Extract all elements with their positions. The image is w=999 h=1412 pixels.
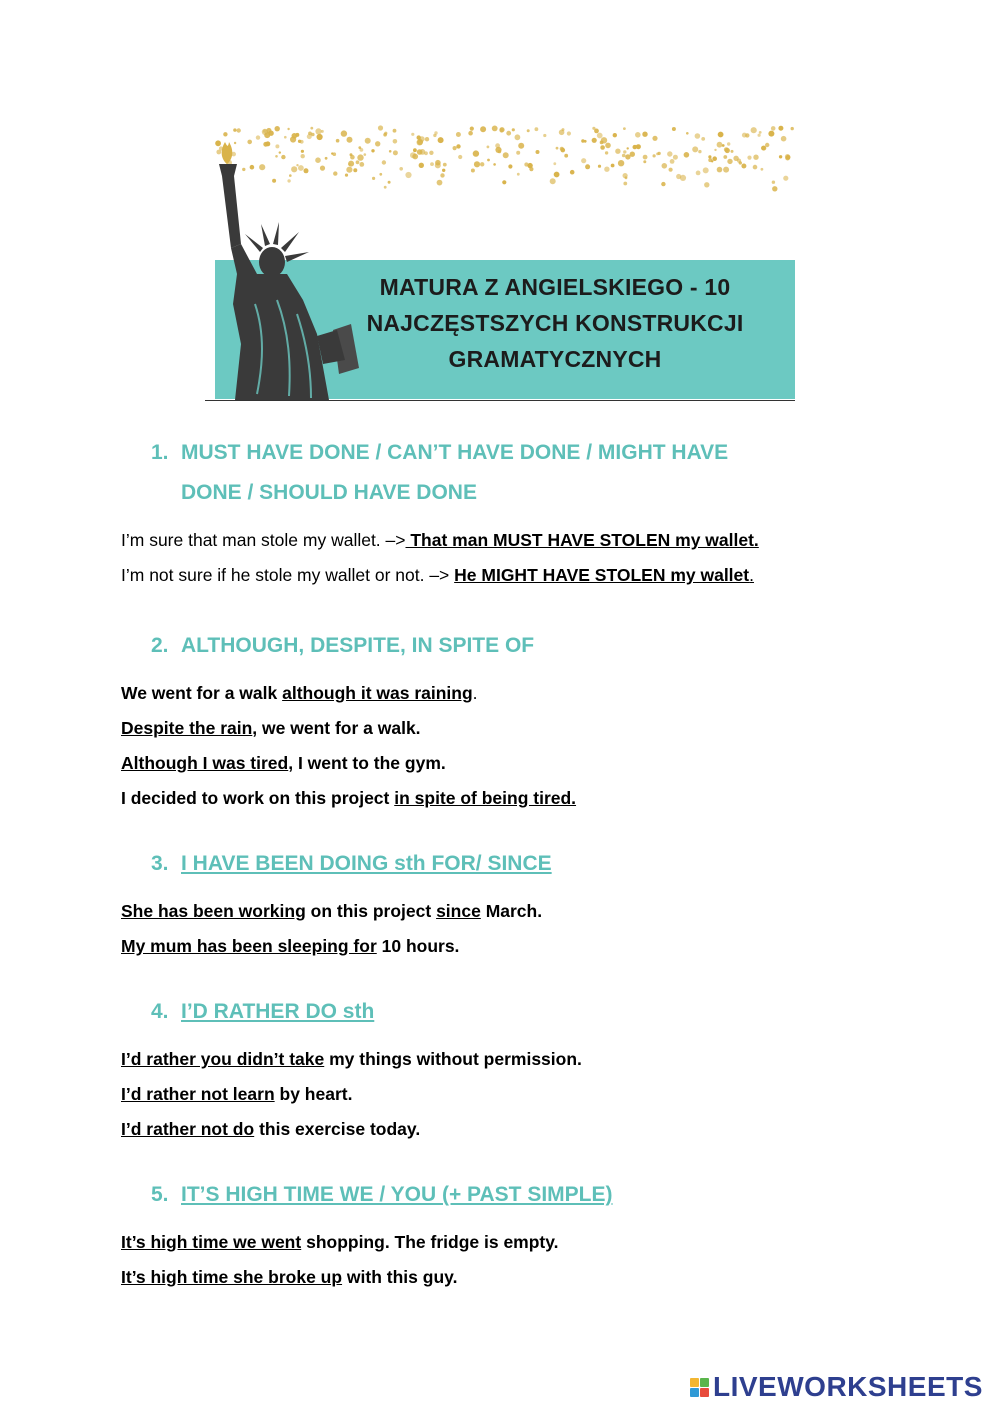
example-key-phrase: It’s high time she broke up [121, 1267, 343, 1287]
section-1-heading [121, 433, 881, 513]
example-key-phrase: My mum has been sleeping for [121, 936, 377, 956]
example-sentence [121, 929, 881, 964]
logo-tile [690, 1388, 699, 1397]
section-number: 5. [151, 1183, 169, 1206]
example-text: on this project [305, 901, 437, 921]
example-answer: He MIGHT HAVE STOLEN my wallet [454, 565, 750, 585]
example-key-phrase: I’d rather you didn’t take [121, 1049, 325, 1069]
section-number: 1. [151, 441, 169, 464]
example-text: , I went to the gym. [288, 753, 446, 773]
heading-text: IT’S HIGH TIME WE / YOU (+ PAST SIMPLE) [181, 1183, 613, 1206]
example-sentence [121, 746, 881, 781]
example-text: this exercise today. [254, 1119, 421, 1139]
logo-tile [700, 1378, 709, 1387]
heading-text: I’D RATHER DO sth [181, 1000, 375, 1023]
section-1 [121, 433, 881, 593]
section-2-heading [121, 626, 881, 666]
banner-divider [205, 400, 795, 401]
example-text: shopping. The fridge is empty. [301, 1232, 559, 1252]
section-5 [121, 1175, 881, 1295]
example-sentence [121, 676, 881, 711]
example-text: , we went for a walk. [252, 718, 421, 738]
example-sentence [121, 523, 881, 558]
example-sentence [121, 558, 881, 593]
section-4-heading [121, 992, 881, 1032]
example-text: March. [480, 901, 543, 921]
heading-text: I HAVE BEEN DOING sth FOR/ SINCE [181, 852, 552, 875]
header-banner [205, 124, 795, 402]
example-key-phrase: Despite the rain [121, 718, 253, 738]
liveworksheets-logo[interactable] [690, 1372, 983, 1402]
example-sentence [121, 1077, 881, 1112]
example-key-phrase: since [436, 901, 481, 921]
example-key-phrase: She has been working [121, 901, 306, 921]
example-sentence [121, 1260, 881, 1295]
example-text: I decided to work on this project [121, 788, 395, 808]
example-text: We went for a walk [121, 683, 283, 703]
section-number: 3. [151, 852, 169, 875]
banner-title-line-1: MATURA Z ANGIELSKIEGO - 10 [379, 274, 731, 300]
example-text: I’m sure that man stole my wallet. –> [121, 530, 406, 550]
banner-title [325, 269, 785, 377]
heading-line-2: DONE / SHOULD HAVE DONE [181, 481, 477, 504]
liveworksheets-logo-icon [690, 1378, 709, 1397]
section-2 [121, 626, 881, 816]
example-sentence [121, 781, 881, 816]
example-punctuation: . [749, 565, 754, 585]
example-key-phrase: although it was raining [282, 683, 473, 703]
example-key-phrase: I’d rather not do [121, 1119, 255, 1139]
example-key-phrase: in spite of being tired. [394, 788, 577, 808]
example-text: I’m not sure if he stole my wallet or not. –> [121, 565, 455, 585]
example-sentence [121, 894, 881, 929]
heading-line-1: MUST HAVE DONE / CAN’T HAVE DONE / MIGHT HAVE [181, 441, 729, 464]
section-3-heading [121, 844, 881, 884]
example-key-phrase: It’s high time we went [121, 1232, 302, 1252]
logo-tile [690, 1378, 699, 1387]
section-number: 2. [151, 634, 169, 657]
section-number: 4. [151, 1000, 169, 1023]
section-4 [121, 992, 881, 1147]
example-key-phrase: I’d rather not learn [121, 1084, 275, 1104]
example-punctuation: . [472, 683, 478, 703]
example-sentence [121, 1112, 881, 1147]
example-sentence [121, 711, 881, 746]
example-key-phrase: Although I was tired [121, 753, 289, 773]
example-answer: That man MUST HAVE STOLEN my wallet. [405, 530, 759, 550]
example-text: by heart. [274, 1084, 353, 1104]
heading-text: ALTHOUGH, DESPITE, IN SPITE OF [181, 634, 535, 657]
brand-name: LIVEWORKSHEETS [713, 1371, 983, 1402]
example-text: 10 hours. [376, 936, 460, 956]
banner-title-line-3: GRAMATYCZNYCH [448, 346, 662, 372]
section-5-heading [121, 1175, 881, 1215]
section-3 [121, 844, 881, 964]
example-sentence [121, 1225, 881, 1260]
example-sentence [121, 1042, 881, 1077]
banner-title-line-2: NAJCZĘSTSZYCH KONSTRUKCJI [366, 310, 744, 336]
logo-tile [700, 1388, 709, 1397]
example-text: with this guy. [342, 1267, 458, 1287]
example-text: my things without permission. [324, 1049, 582, 1069]
